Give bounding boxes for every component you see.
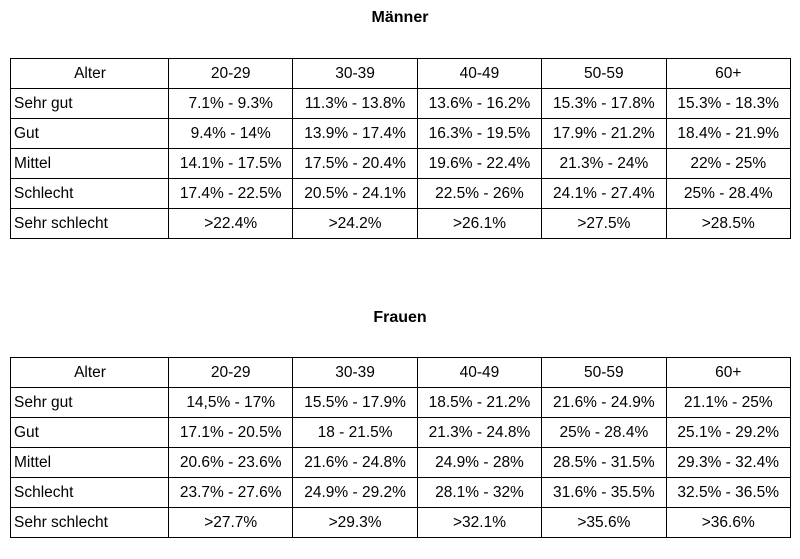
- table-cell: 11.3% - 13.8%: [293, 89, 417, 119]
- table-cell: >27.7%: [169, 508, 293, 538]
- table-cell: 7.1% - 9.3%: [169, 89, 293, 119]
- table-cell: >26.1%: [417, 209, 541, 239]
- table-cell: >24.2%: [293, 209, 417, 239]
- table-row: [11, 448, 791, 478]
- table-cell: 13.9% - 17.4%: [293, 119, 417, 149]
- table-cell: 20.6% - 23.6%: [169, 448, 293, 478]
- row-label-cell: Sehr gut: [11, 388, 169, 418]
- table-cell: >35.6%: [542, 508, 666, 538]
- table-cell: 29.3% - 32.4%: [666, 448, 790, 478]
- table-row: [11, 119, 791, 149]
- table-title-men: Männer: [371, 9, 429, 26]
- table-cell: 23.7% - 27.6%: [169, 478, 293, 508]
- table-cell: >27.5%: [542, 209, 666, 239]
- table-cell: 21.1% - 25%: [666, 388, 790, 418]
- row-label-cell: Gut: [11, 119, 169, 149]
- table-row: [11, 418, 791, 448]
- table-cell: 18.5% - 21.2%: [417, 388, 541, 418]
- row-label-cell: Gut: [11, 418, 169, 448]
- table-row: [11, 508, 791, 538]
- row-label-cell: Mittel: [11, 448, 169, 478]
- table-row: [11, 179, 791, 209]
- table-title-women: Frauen: [373, 309, 427, 326]
- table-cell: >22.4%: [169, 209, 293, 239]
- row-label-cell: Schlecht: [11, 179, 169, 209]
- table-cell: >28.5%: [666, 209, 790, 239]
- table-cell: 17.4% - 22.5%: [169, 179, 293, 209]
- header-cell: 60+: [666, 358, 790, 388]
- table-cell: 15.3% - 18.3%: [666, 89, 790, 119]
- table-cell: 9.4% - 14%: [169, 119, 293, 149]
- row-label-cell: Sehr schlecht: [11, 209, 169, 239]
- table-row: [11, 209, 791, 239]
- header-cell: 50-59: [542, 358, 666, 388]
- header-cell: Alter: [11, 358, 169, 388]
- table-cell: 17.1% - 20.5%: [169, 418, 293, 448]
- table-cell: 31.6% - 35.5%: [542, 478, 666, 508]
- table-cell: 13.6% - 16.2%: [417, 89, 541, 119]
- table-cell: 19.6% - 22.4%: [417, 149, 541, 179]
- header-cell: 20-29: [169, 358, 293, 388]
- table-cell: 17.9% - 21.2%: [542, 119, 666, 149]
- body-fat-table-women: [10, 357, 791, 538]
- table-cell: 18.4% - 21.9%: [666, 119, 790, 149]
- table-cell: 16.3% - 19.5%: [417, 119, 541, 149]
- table-cell: 21.3% - 24.8%: [417, 418, 541, 448]
- row-label-cell: Schlecht: [11, 478, 169, 508]
- row-label-cell: Sehr schlecht: [11, 508, 169, 538]
- table-cell: 28.5% - 31.5%: [542, 448, 666, 478]
- table-cell: 15.5% - 17.9%: [293, 388, 417, 418]
- header-cell: 40-49: [417, 59, 541, 89]
- table-cell: 14,5% - 17%: [169, 388, 293, 418]
- table-cell: 21.6% - 24.8%: [293, 448, 417, 478]
- table-row: [11, 89, 791, 119]
- table-cell: 24.9% - 29.2%: [293, 478, 417, 508]
- table-cell: 20.5% - 24.1%: [293, 179, 417, 209]
- header-cell: 40-49: [417, 358, 541, 388]
- table-row: [11, 388, 791, 418]
- table-header-row: [11, 358, 791, 388]
- table-cell: >29.3%: [293, 508, 417, 538]
- header-cell: 30-39: [293, 358, 417, 388]
- table-cell: 14.1% - 17.5%: [169, 149, 293, 179]
- table-cell: 24.1% - 27.4%: [542, 179, 666, 209]
- header-cell: Alter: [11, 59, 169, 89]
- table-cell: 21.6% - 24.9%: [542, 388, 666, 418]
- row-label-cell: Mittel: [11, 149, 169, 179]
- table-row: [11, 478, 791, 508]
- table-cell: 15.3% - 17.8%: [542, 89, 666, 119]
- header-cell: 60+: [666, 59, 790, 89]
- header-cell: 30-39: [293, 59, 417, 89]
- table-row: [11, 149, 791, 179]
- table-cell: 25% - 28.4%: [542, 418, 666, 448]
- table-cell: 18 - 21.5%: [293, 418, 417, 448]
- table-cell: 25% - 28.4%: [666, 179, 790, 209]
- table-cell: >32.1%: [417, 508, 541, 538]
- table-cell: 28.1% - 32%: [417, 478, 541, 508]
- table-cell: 32.5% - 36.5%: [666, 478, 790, 508]
- table-cell: 25.1% - 29.2%: [666, 418, 790, 448]
- table-cell: 17.5% - 20.4%: [293, 149, 417, 179]
- header-cell: 50-59: [542, 59, 666, 89]
- body-fat-table-men: [10, 58, 791, 239]
- table-cell: >36.6%: [666, 508, 790, 538]
- table-header-row: [11, 59, 791, 89]
- table-cell: 21.3% - 24%: [542, 149, 666, 179]
- table-cell: 22% - 25%: [666, 149, 790, 179]
- table-cell: 24.9% - 28%: [417, 448, 541, 478]
- row-label-cell: Sehr gut: [11, 89, 169, 119]
- table-cell: 22.5% - 26%: [417, 179, 541, 209]
- header-cell: 20-29: [169, 59, 293, 89]
